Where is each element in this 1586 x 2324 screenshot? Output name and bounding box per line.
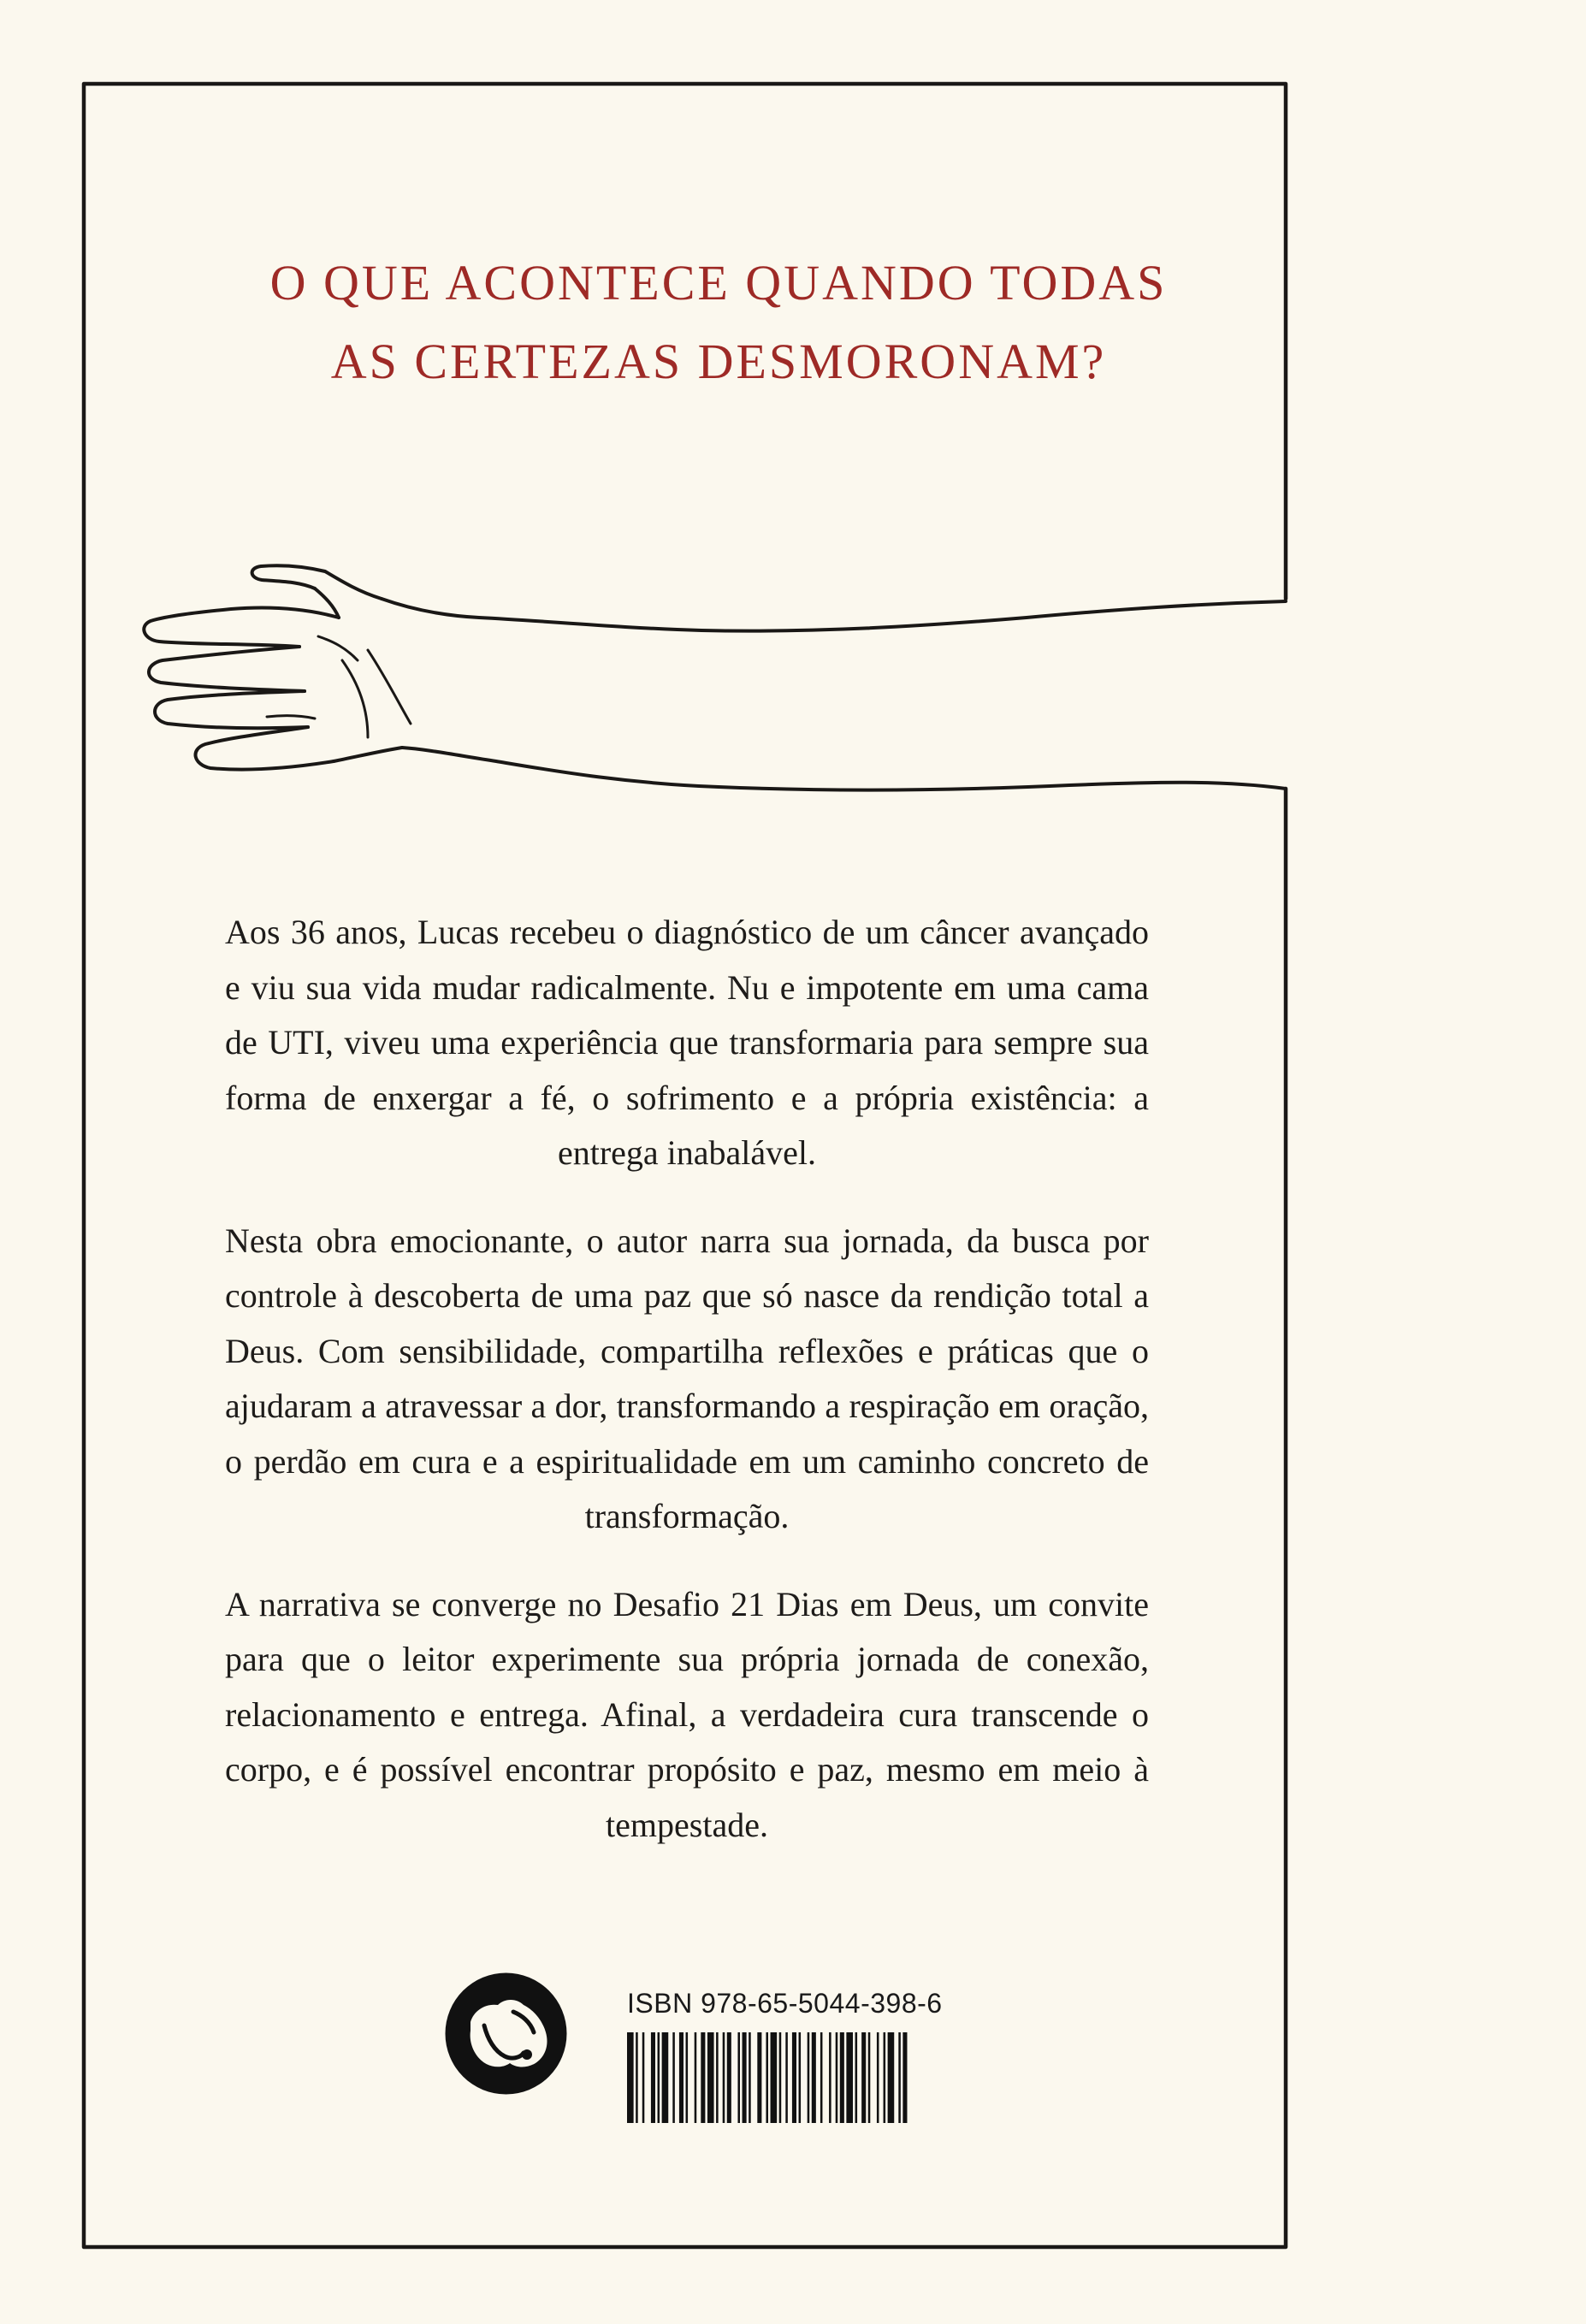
barcode-bar <box>658 2032 660 2123</box>
barcode-bar <box>749 2032 751 2123</box>
blurb <box>225 905 1149 1885</box>
barcode-bar <box>642 2032 645 2123</box>
barcode-bar <box>799 2032 802 2123</box>
barcode-bar <box>723 2032 725 2123</box>
barcode-bar <box>836 2032 838 2123</box>
barcode-bar <box>686 2032 689 2123</box>
barcode-bar <box>679 2032 684 2123</box>
barcode-bar <box>884 2032 886 2123</box>
barcode-bar <box>902 2032 907 2123</box>
barcode-bar <box>820 2032 823 2123</box>
barcode-bar <box>846 2032 853 2123</box>
blurb-paragraph-2: Nesta obra emocionante, o autor narra sua jornada, da busca por controle à descoberta de uma paz que só nasce da rendição total a Deus. Com sensibilidade, compartilha reflexões e práticas que o ajudaram a atravessar a dor, transformando a respiração em oração, o perdão em cura e a espiritualidade em um caminho concreto de transformação. <box>225 1221 1149 1535</box>
barcode-bar <box>707 2032 714 2123</box>
barcode-bar <box>812 2032 816 2123</box>
barcode-bar <box>829 2032 831 2123</box>
barcode-bar <box>716 2032 719 2123</box>
barcode-bar <box>808 2032 810 2123</box>
dog-head-logo-icon <box>445 1972 567 2095</box>
barcode-bar <box>727 2032 731 2123</box>
barcode-bar <box>785 2032 788 2123</box>
hand-icon <box>144 565 1286 789</box>
barcode-bar <box>868 2032 871 2123</box>
blurb-paragraph-3: A narrativa se converge no Desafio 21 Dias em Deus, um convite para que o leitor experimente sua própria jornada de conexão, relacionamento e entrega. Afinal, a verdadeira cura transcende o corpo, e é possível encontrar propósito e paz, mesmo em meio à tempestade. <box>225 1584 1149 1844</box>
headline <box>154 244 1283 401</box>
barcode-bar <box>877 2032 879 2123</box>
barcode-bar <box>898 2032 901 2123</box>
barcode-bar <box>672 2032 675 2123</box>
blurb-paragraph-1: Aos 36 anos, Lucas recebeu o diagnóstico de um câncer avançado e viu sua vida mudar radicalmente. Nu e impotente em uma cama de UTI, viveu uma experiência que transformaria para sempre sua forma de enxergar a fé, o sofrimento e a própria existência: a entrega inabalável. <box>225 913 1149 1172</box>
barcode-bar <box>636 2032 638 2123</box>
barcode-bar <box>888 2032 895 2123</box>
barcode-bar <box>627 2032 634 2123</box>
barcode-bar <box>771 2032 778 2123</box>
barcode <box>627 2032 909 2123</box>
barcode-bar <box>855 2032 858 2123</box>
barcode-bar <box>792 2032 796 2123</box>
barcode-bar <box>757 2032 761 2123</box>
barcode-bar <box>737 2032 740 2123</box>
barcode-bar <box>651 2032 655 2123</box>
barcode-bar <box>779 2032 782 2123</box>
headline-line-2: AS CERTEZAS DESMORONAM? <box>330 334 1107 389</box>
barcode-bar <box>662 2032 669 2123</box>
barcode-bar <box>695 2032 697 2123</box>
barcode-bar <box>861 2032 866 2123</box>
barcode-bar <box>743 2032 747 2123</box>
barcode-bar <box>840 2032 844 2123</box>
barcode-bar <box>766 2032 768 2123</box>
headline-line-1: O QUE ACONTECE QUANDO TODAS <box>269 255 1168 310</box>
barcode-bar <box>701 2032 705 2123</box>
isbn-label: ISBN 978-65-5044-398-6 <box>627 1988 943 2019</box>
